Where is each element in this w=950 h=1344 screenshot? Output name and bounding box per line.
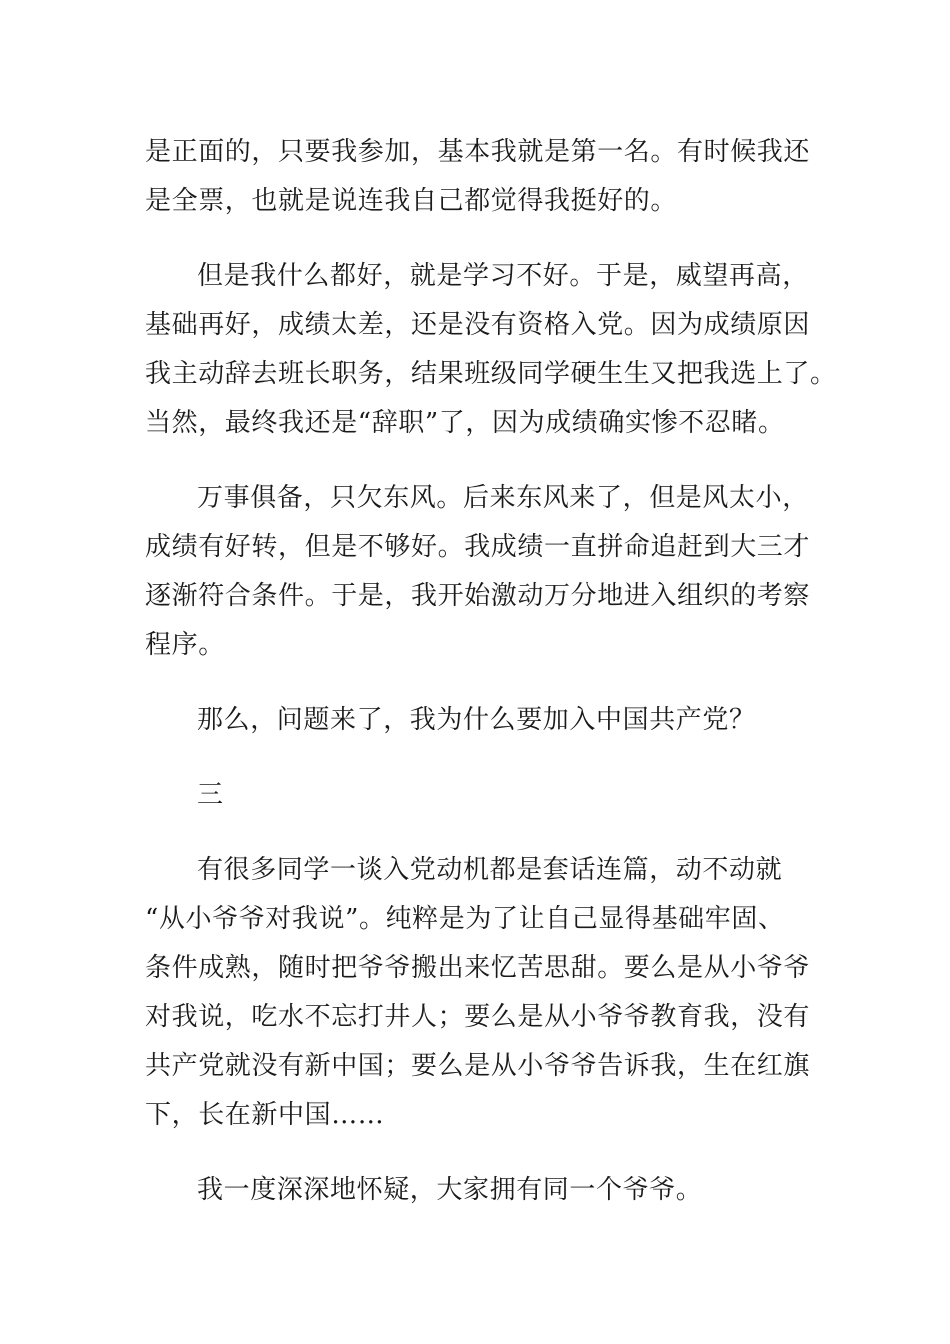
text-line: 万事俱备，只欠东风。后来东风来了，但是风太小，: [197, 483, 809, 513]
text-line: 但是我什么都好，就是学习不好。于是，威望再高，: [197, 261, 809, 291]
text-line: 共产党就没有新中国；要么是从小爷爷告诉我，生在红旗: [145, 1051, 811, 1081]
text-line: “从小爷爷对我说”。纯粹是为了让自己显得基础牢固、: [145, 904, 785, 934]
paragraph-7: [145, 1166, 805, 1215]
document-body: [145, 128, 837, 1241]
paragraph-6: [145, 846, 811, 1140]
paragraph-1: [145, 128, 811, 226]
paragraph-4: [145, 696, 805, 745]
section-number: [145, 771, 805, 820]
text-line: 程序。: [145, 630, 225, 660]
paragraph-3: [145, 474, 811, 670]
text-line: 对我说，吃水不忘打井人；要么是从小爷爷教育我，没有: [145, 1002, 811, 1032]
text-line: 逐渐符合条件。于是，我开始激动万分地进入组织的考察: [145, 581, 811, 611]
text-line: 三: [197, 780, 224, 810]
text-line: 基础再好，成绩太差，还是没有资格入党。因为成绩原因: [145, 310, 811, 340]
text-line: 下，长在新中国……: [145, 1100, 385, 1130]
paragraph-2: [145, 252, 837, 448]
text-line: 我主动辞去班长职务，结果班级同学硬生生又把我选上了。: [145, 359, 837, 389]
text-line: 我一度深深地怀疑，大家拥有同一个爷爷。: [197, 1175, 703, 1205]
text-line: 条件成熟，随时把爷爷搬出来忆苦思甜。要么是从小爷爷: [145, 953, 811, 983]
text-line: 有很多同学一谈入党动机都是套话连篇，动不动就: [197, 855, 783, 885]
text-line: 成绩有好转，但是不够好。我成绩一直拼命追赶到大三才: [145, 532, 811, 562]
text-line: 是全票，也就是说连我自己都觉得我挺好的。: [145, 186, 678, 216]
text-line: 是正面的，只要我参加，基本我就是第一名。有时候我还: [145, 137, 811, 167]
text-line: 当然，最终我还是“辞职”了，因为成绩确实惨不忍睹。: [145, 408, 785, 438]
text-line: 那么，问题来了，我为什么要加入中国共产党？: [197, 705, 756, 735]
